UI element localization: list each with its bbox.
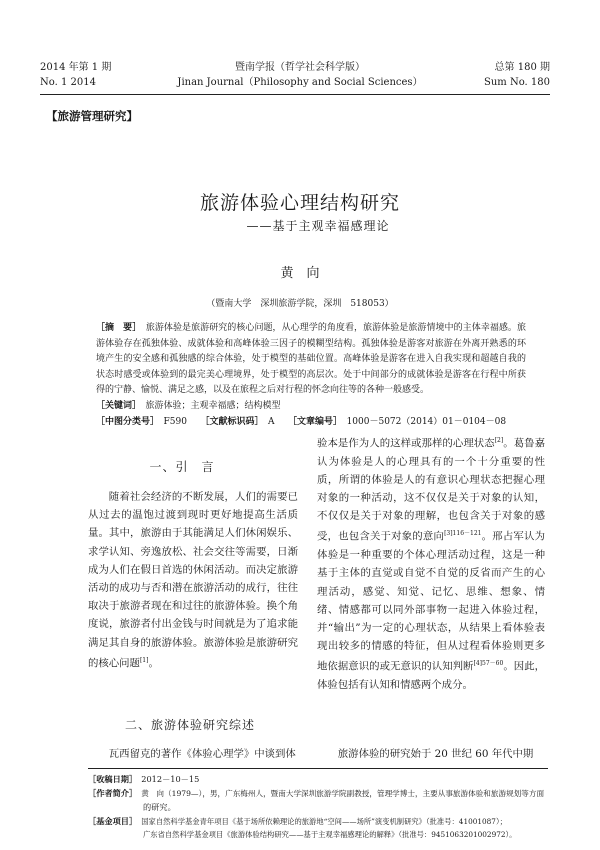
keywords [96,399,526,415]
paper-title: 旅游体验心理结构研究 [199,192,401,214]
keywords-text: 旅游体验；主观幸福感；结构模型 [145,401,281,411]
doc-code-value: A [268,417,275,427]
review-paragraph-text: 瓦西留克的著作《体验心理学》中谈到体 [108,748,296,760]
experience-definition-paragraph [317,432,545,694]
research-history-text: 旅游体验的研究始于 20 世纪 60 年代中期 [337,748,534,760]
header-rule [40,94,550,95]
intro-paragraph-end: 。 [148,657,159,670]
issue-label: 2014 年第 1 期 [40,62,112,73]
author-name: 黄 向 [280,266,320,281]
fund-text-2: 广东省自然科学基金项目《旅游体验结构研究——基于主观幸福感理论的解释》（批准号：9451063201002972）。 [143,830,517,839]
issue-label-en: No. 1 2014 [40,77,96,88]
received-date [88,772,199,786]
article-number-value: 1000－5072（2014）01－0104－08 [346,417,507,427]
intro-paragraph [88,488,298,673]
research-history-paragraph [317,745,545,763]
citation-3: [3]116－121 [444,530,482,538]
clc-label: ［中图分类号］ [96,417,155,427]
article-number-label: ［文章编号］ [292,417,338,427]
keywords-label: ［关键词］ [96,401,137,411]
definition-text-b: 。葛鲁嘉认为体验是人的心理具有的一个十分重要的性质，所谓的体验是人的有意识心理状态把握心理对象的一种活动，这不仅仅是关于对象的认知，不仅仅是关于对象的理解，也包含关于对象的感受，也包含关于对象的意向 [317,437,546,543]
definition-text-a: 验本是作为人的这样或那样的心理状态 [317,437,495,450]
abstract-label: ［摘 要］ [96,323,137,333]
column-tag: 【旅游管理研究】 [46,109,138,123]
paper-subtitle: ——基于主观幸福感理论 [246,219,390,233]
definition-text-c: 。邢占军认为体验是一种重要的个体心理活动过程，这是一种基于主体的直觉或自觉不自觉的反省而产生的心理活动，感觉、知觉、记忆、思维、想象、情绪、情感都可以同外部事物一起进入体验过程，并“输出”为一定的心理状态，从结果上看体验表现出较多的情感的特征，但从过程看体验则更多地依据意识的或无意识的认知判断 [317,530,545,673]
citation-1: [1] [139,656,149,664]
received-label: ［收稿日期］ [88,774,134,784]
author-bio-continued: 的研究。 [143,802,176,812]
citation-4: [4]57－60 [473,660,504,668]
author-bio [88,786,544,801]
citation-2: [2] [494,437,504,444]
author-bio-label: ［作者简介］ [88,788,134,798]
footnote-rule [88,768,548,769]
abstract-text: 旅游体验是旅游研究的核心问题，从心理学的角度看，旅游体验是旅游情境中的主体幸福感。旅游体验存在孤独体验、成就体验和高峰体验三因子的模糊型结构。孤独体验是游客对旅游在外离开熟悉的环境产生的安全感和孤独感的综合体验，处于模型的基础位置。高峰体验是游客在进入自我实现和超越自我的状态时感受或体验到的最完美心理境界，处于模型的高层次。处于中间部分的成就体验是游客在行程中所获得的宁静、愉悦、满足之感，以及在旅程之后对行程的怀念向往等的各种一般感受。 [96,323,526,396]
fund-label: ［基金项目］ [88,816,134,826]
sum-issue-label-en: Sum No. 180 [484,77,550,88]
author-affiliation: （暨南大学 深圳旅游学院，深圳 518053） [206,299,394,309]
section-heading-review: 二、旅游体验研究综述 [124,718,256,732]
journal-name: 暨南学报（哲学社会科学版） [235,62,365,73]
abstract [96,321,526,399]
sum-issue-label: 总第 180 期 [494,62,550,73]
classification-line [96,415,526,431]
author-bio-text: 黄 向（1979—），男，广东梅州人，暨南大学深圳旅游学院副教授，管理学博士，主要从事旅游体验和旅游规划等方面 [141,789,545,798]
received-value: 2012－10－15 [141,774,200,784]
doc-code-label: ［文献标识码］ [204,417,259,427]
definition-text-d: 。因此，体验包括有认知和情感两个成分。 [317,660,546,692]
review-paragraph [88,745,298,763]
fund-project [88,814,507,829]
intro-paragraph-text: 随着社会经济的不断发展，人们的需要已从过去的温饱过渡到现时更好地提高生活质量。其中，旅游由于其能满足人们休闲娱乐、求学认知、旁逸放松、社会交往等需要，日渐成为人们在假日首选的休闲活动。而决定旅游活动的成功与否和潜在旅游活动的成行，往往取决于旅游者现在和过往的旅游体验。换个角度说，旅游者付出金钱与时间就是为了追求能满足其自身的旅游体验。旅游体验是旅游研究的核心问题 [88,491,298,670]
journal-name-en: Jinan Journal（Philosophy and Social Sciences） [177,77,423,88]
clc-value: F590 [163,417,187,427]
section-heading-intro: 一、引 言 [149,460,215,474]
fund-text-1: 国家自然科学基金青年项目《基于场所依赖理论的旅游地“空间——场所”演变机制研究》（批准号：41001087）； [141,817,507,826]
